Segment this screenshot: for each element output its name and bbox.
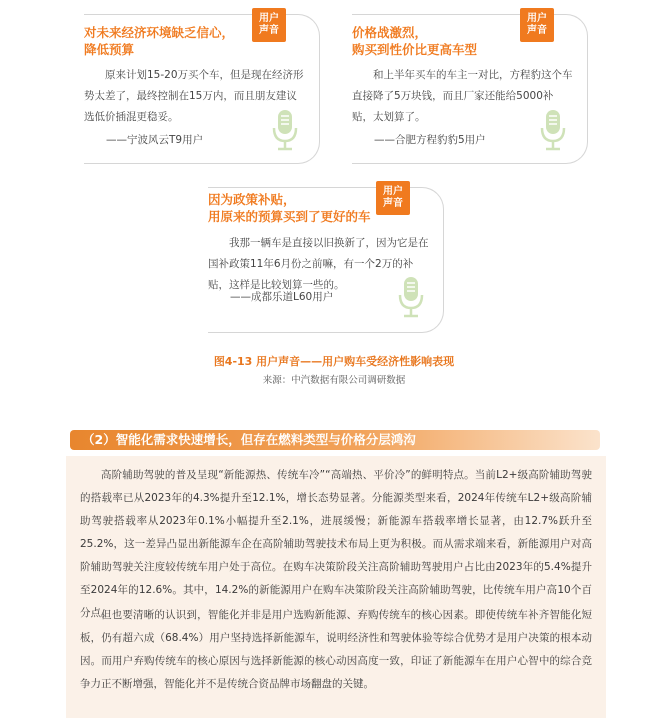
user-voice-badge: 用户 声音 <box>252 8 286 42</box>
user-voice-card-1 <box>84 14 320 164</box>
microphone-icon <box>398 277 424 319</box>
card-author: ——宁波风云T9用户 <box>106 134 204 146</box>
body-paragraph-1: 高阶辅助驾驶的普及呈现“新能源热、传统车冷”“高端热、平价冷”的鲜明特点。当前L2+级高阶辅助驾驶的搭载率已从2023年的4.3%提升至12.1%，增长态势显著。分能源类型来看，2024年传统车L2+级高阶辅助驾驶搭载率从2023年0.1%小幅提升至2.1%，进展缓慢；新能源车搭载率增长显著，由12.7%跃升至25.2%，这一差异凸显出新能源车企在高阶辅助驾驶技术布局上更为积极。而从需求端来看，新能源用户对高阶辅助驾驶关注度较传统车用户处于高位。在购车决策阶段关注高阶辅助驾驶用户占比由2023年的5.4%提升至2024年的12.6%。其中，14.2%的新能源用户在购车决策阶段关注高阶辅助驾驶，比传统车用户高10个百分点。 <box>80 469 592 619</box>
card-title: 对未来经济环境缺乏信心， 降低预算 <box>84 25 235 57</box>
user-voice-card-2 <box>352 14 588 164</box>
user-voice-badge: 用户 声音 <box>376 181 410 215</box>
microphone-icon <box>540 110 566 152</box>
card-author: ——成都乐道L60用户 <box>230 291 334 303</box>
card-text: 我那一辆车是直接以旧换新了，因为它是在国补政策11年6月份之前嘛，有一个2万的补贴，这样是比较划算一些的。 <box>208 237 429 291</box>
card-text: 原来计划15-20万买个车，但是现在经济形势太差了，最终控制在15万内，而且朋友建议选低价插混更稳妥。 <box>84 69 304 123</box>
section-title: （2）智能化需求快速增长，但存在燃料类型与价格分层鸿沟 <box>82 432 416 447</box>
card-title: 价格战激烈， 购买到性价比更高车型 <box>352 25 478 57</box>
body-paragraph-2: 但也要清晰的认识到，智能化并非是用户选购新能源、弃购传统车的核心因素。即使传统车补齐智能化短板，仍有超六成（68.4%）用户坚持选择新能源车，说明经济性和驾驶体验等综合优势才是用户决策的根本动因。而用户弃购传统车的核心原因与选择新能源的核心动因高度一致，印证了新能源车在用户心智中的综合竞争力正不断增强，智能化并不是传统合资品牌市场翻盘的关键。 <box>80 609 592 690</box>
figure-caption: 图4-13 用户声音——用户购车受经济性影响表现 <box>213 355 455 368</box>
card-title: 因为政策补贴， 用原来的预算买到了更好的车 <box>208 192 371 224</box>
card-text: 和上半年买车的车主一对比，方程豹这个车直接降了5万块钱，而且厂家还能给5000补贴，太划算了。 <box>352 69 573 123</box>
card-author: ——合肥方程豹豹5用户 <box>374 134 486 146</box>
figure-source: 来源：中汽数据有限公司调研数据 <box>262 375 406 386</box>
microphone-icon <box>272 110 298 152</box>
user-voice-badge: 用户 声音 <box>520 8 554 42</box>
user-voice-card-3 <box>208 187 444 333</box>
